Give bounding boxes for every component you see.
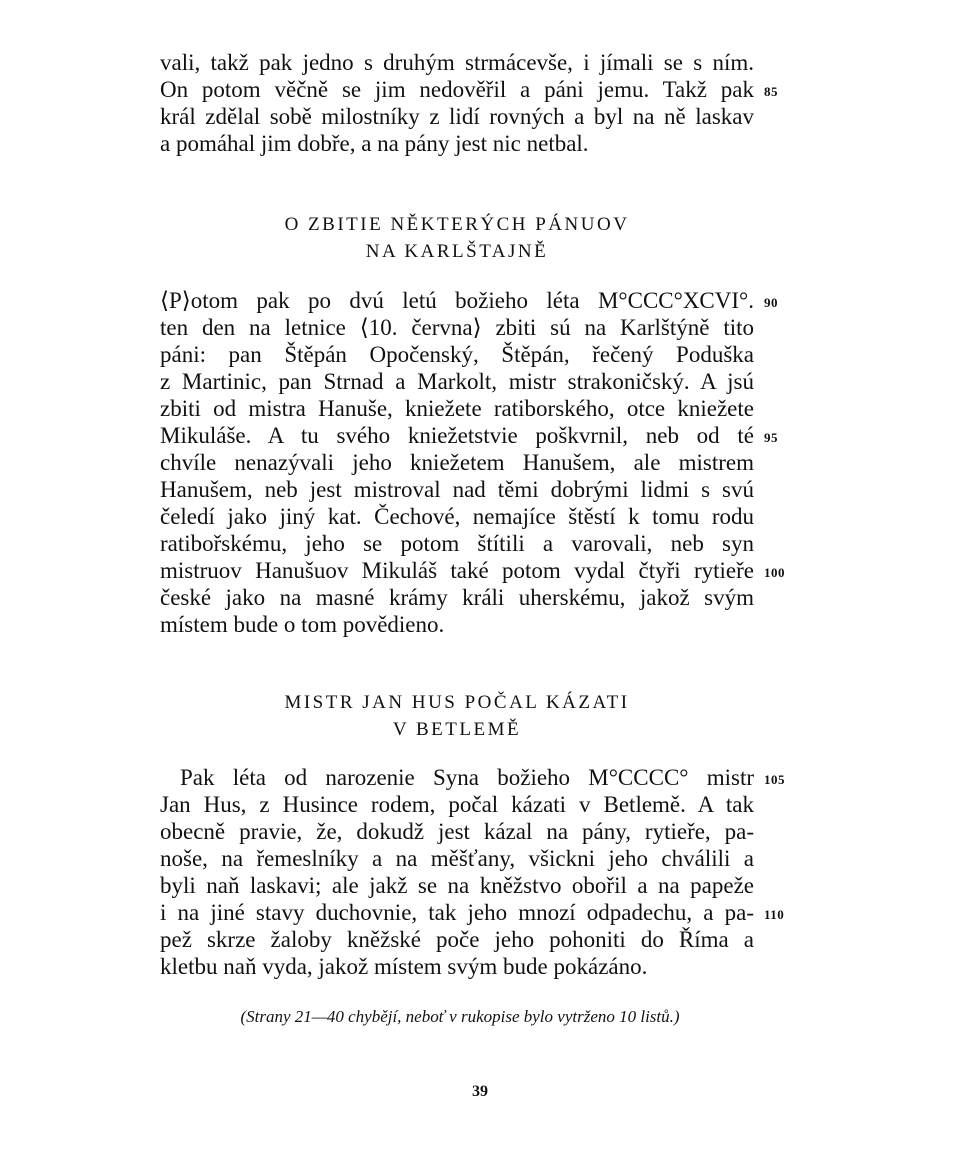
text-line: ten den na letnice ⟨10. června⟩ zbiti sú na Karlštýně tito: [160, 315, 754, 340]
text-line: ratibořskému, jeho se potom štítili a varovali, neb syn: [160, 531, 754, 556]
text-line: král zdělal sobě milostníky z lidí rovných a byl na ně laskav: [160, 104, 754, 129]
text-line: Mikuláše. A tu svého kniežetstvie poškvrnil, neb od té: [160, 423, 754, 448]
section-heading: O ZBITIE NĚKTERÝCH PÁNUOV: [284, 214, 630, 235]
text-line: čeledí jako jiný kat. Čechové, nemajíce štěstí k tomu rodu: [160, 504, 754, 529]
text-line: byli naň laskavi; ale jakž se na kněžstvo obořil a na papeže: [160, 873, 754, 898]
editorial-note: (Strany 21—40 chybějí, neboť v rukopise bylo vytrženo 10 listů.): [240, 1007, 680, 1026]
text-line: pež skrze žaloby kněžské poče jeho pohoniti do Říma a: [160, 927, 754, 952]
line-number: 110: [764, 907, 785, 922]
text-line: zbiti od mistra Hanuše, kniežete ratiborského, otce kniežete: [160, 396, 754, 421]
text-line: Pak léta od narozenie Syna božieho M°CCCC° mistr: [180, 765, 754, 790]
text-line: ⟨P⟩otom pak po dvú letú božieho léta M°CCC°XCVI°.: [160, 288, 754, 313]
text-line: i na jiné stavy duchovnie, tak jeho mnozí odpadechu, a pa-: [160, 900, 754, 925]
line-number: 95: [764, 430, 778, 445]
text-line: místem bude o tom povědieno.: [160, 612, 445, 637]
section-heading: NA KARLŠTAJNĚ: [365, 241, 549, 262]
text-line: vali, takž pak jedno s druhým strmácevše, i jímali se s ním.: [160, 50, 754, 75]
text-line: kletbu naň vyda, jakož místem svým bude pokázáno.: [160, 954, 648, 979]
text-line: z Martinic, pan Strnad a Markolt, mistr strakoničský. A jsú: [160, 369, 754, 394]
text-line: chvíle nenazývali jeho kniežetem Hanušem, ale mistrem: [160, 450, 754, 475]
text-line: a pomáhal jim dobře, a na pány jest nic netbal.: [160, 131, 589, 156]
line-number: 90: [764, 295, 778, 310]
text-line: Jan Hus, z Husince rodem, počal kázati v Betlemě. A tak: [160, 792, 754, 817]
section-heading: V BETLEMĚ: [392, 719, 522, 740]
line-number: 85: [764, 84, 778, 99]
text-line: On potom věčně se jim nedověřil a páni jemu. Takž pak: [160, 77, 754, 102]
line-number: 100: [764, 565, 785, 580]
page-number: 39: [472, 1083, 488, 1100]
line-number: 105: [764, 772, 785, 787]
section-heading: MISTR JAN HUS POČAL KÁZATI: [284, 692, 630, 713]
text-line: Hanušem, neb jest mistroval nad těmi dobrými lidmi s svú: [160, 477, 754, 502]
text-line: mistruov Hanušuov Mikuláš také potom vydal čtyři rytieře: [160, 558, 754, 583]
text-line: páni: pan Štěpán Opočenský, Štěpán, řečený Poduška: [160, 342, 754, 367]
text-line: noše, na řemeslníky a na měšťany, všickni jeho chválili a: [160, 846, 754, 871]
text-line: obecně pravie, že, dokudž jest kázal na pány, rytieře, pa-: [160, 819, 754, 844]
text-line: české jako na masné krámy králi uherskému, jakož svým: [160, 585, 754, 610]
